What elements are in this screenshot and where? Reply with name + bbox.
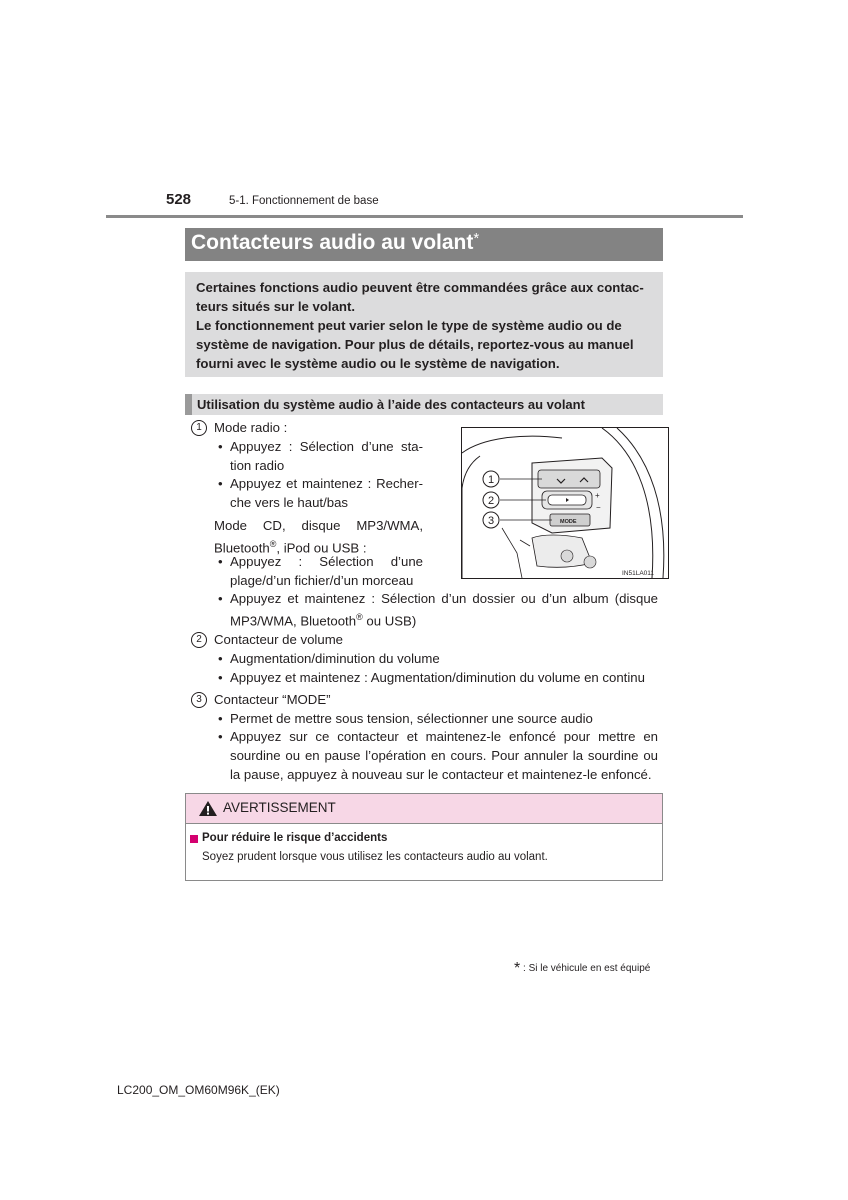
volume-minus: −	[596, 503, 601, 512]
header-rule	[106, 215, 743, 218]
mode-button-label: MODE	[560, 519, 577, 525]
page-title-text: Contacteurs audio au volant	[191, 231, 474, 254]
text-line	[230, 608, 658, 630]
section-label: 5-1. Fonctionnement de base	[229, 195, 379, 207]
item-1-bullet-2	[230, 474, 423, 512]
title-asterisk: *	[473, 230, 480, 247]
registered-mark: ®	[356, 612, 363, 622]
subsection-bar	[185, 394, 663, 415]
warning-subtitle: Pour réduire le risque d’accidents	[202, 832, 388, 844]
bullet: •	[218, 670, 223, 685]
warning-bullet-square	[190, 835, 198, 843]
hangup-icon	[584, 556, 596, 568]
item-3-label: Contacteur “MODE”	[214, 692, 331, 707]
item-3-bullet-2	[230, 727, 658, 784]
bullet: •	[218, 476, 223, 491]
page-number: 528	[166, 191, 192, 208]
text-line: che vers le haut/bas	[230, 495, 349, 510]
phone-switch-panel	[532, 535, 592, 567]
item-1-bullet-3	[230, 552, 423, 590]
callout-2: 2	[487, 495, 495, 507]
intro-line: Le fonctionnement peut varier selon le type de système audio ou de	[196, 318, 622, 333]
intro-line: fourni avec le système audio ou le système de navigation.	[196, 356, 560, 371]
item-number-1: 1	[191, 420, 207, 436]
footnote-text: : Si le véhicule en est équipé	[523, 963, 651, 974]
bullet: •	[218, 711, 223, 726]
item-3-bullet-1: Permet de mettre sous tension, sélectionner une source audio	[230, 711, 593, 726]
seek-switch	[538, 470, 600, 488]
intro-line: Certaines fonctions audio peuvent être commandées grâce aux contac-	[196, 280, 644, 295]
callout-1: 1	[487, 474, 495, 486]
text-line: sourdine ou en pause l’opération en cours. Pour annuler la sourdine ou	[230, 748, 658, 763]
text-fragment: MP3/WMA, Bluetooth	[230, 613, 357, 629]
text-line: Mode CD, disque MP3/WMA,	[214, 518, 423, 533]
intro-line: teurs situés sur le volant.	[196, 299, 356, 314]
footnote-asterisk: *	[514, 960, 521, 977]
item-number-3: 3	[191, 692, 207, 708]
wheel-outline	[462, 436, 562, 453]
bullet: •	[218, 439, 223, 454]
text-line: Appuyez : Sélection d’une	[230, 554, 423, 569]
warning-title: AVERTISSEMENT	[223, 800, 336, 815]
text-line: la pause, appuyez à nouveau sur le contacteur et maintenez-le enfoncé.	[230, 767, 652, 782]
text-line: Appuyez et maintenez : Sélection d’un dossier ou d’un album (disque	[230, 591, 658, 606]
text-line: Appuyez et maintenez : Recher-	[230, 476, 423, 491]
title-bar	[185, 228, 663, 261]
item-1-bullet-4	[230, 589, 658, 630]
warning-box	[185, 793, 663, 881]
text-fragment: Bluetooth	[214, 540, 270, 556]
callout-3: 3	[487, 515, 495, 527]
bullet: •	[218, 651, 223, 666]
phone-icon	[561, 550, 573, 562]
text-fragment: , iPod ou USB :	[276, 540, 367, 556]
item-2-label: Contacteur de volume	[214, 632, 344, 647]
item-1-bullet-1	[230, 437, 423, 475]
item-2-bullet-1: Augmentation/diminution du volume	[230, 651, 440, 666]
document-code: LC200_OM_OM60M96K_(EK)	[117, 1083, 280, 1097]
text-line: plage/d’un fichier/d’un morceau	[230, 573, 414, 588]
intro-box	[185, 272, 663, 377]
warning-header	[186, 794, 662, 824]
subsection-title: Utilisation du système audio à l’aide des contacteurs au volant	[197, 397, 585, 412]
text-line: tion radio	[230, 458, 285, 473]
warning-body: Soyez prudent lorsque vous utilisez les contacteurs audio au volant.	[202, 851, 548, 863]
text-fragment: ou USB)	[362, 613, 417, 629]
bullet: •	[218, 554, 223, 569]
page-title	[191, 231, 479, 255]
steering-switch-figure	[461, 427, 669, 579]
steering-wheel-illustration	[462, 428, 668, 578]
bullet: •	[218, 591, 223, 606]
item-2-bullet-2: Appuyez et maintenez : Augmentation/diminution du volume en continu	[230, 670, 645, 685]
item-1-label: Mode radio :	[214, 420, 288, 435]
volume-plus: +	[595, 491, 600, 500]
item-number-2: 2	[191, 632, 207, 648]
intro-line: système de navigation. Pour plus de détails, reportez-vous au manuel	[196, 337, 634, 352]
registered-mark: ®	[269, 539, 277, 549]
text-line: Appuyez : Sélection d’une sta-	[230, 439, 423, 454]
warning-icon	[198, 800, 218, 817]
figure-code: IN51LA011	[622, 570, 655, 577]
text-line: Appuyez sur ce contacteur et maintenez-le enfoncé pour mettre en	[230, 729, 658, 744]
footnote	[514, 960, 650, 978]
bullet: •	[218, 729, 223, 744]
